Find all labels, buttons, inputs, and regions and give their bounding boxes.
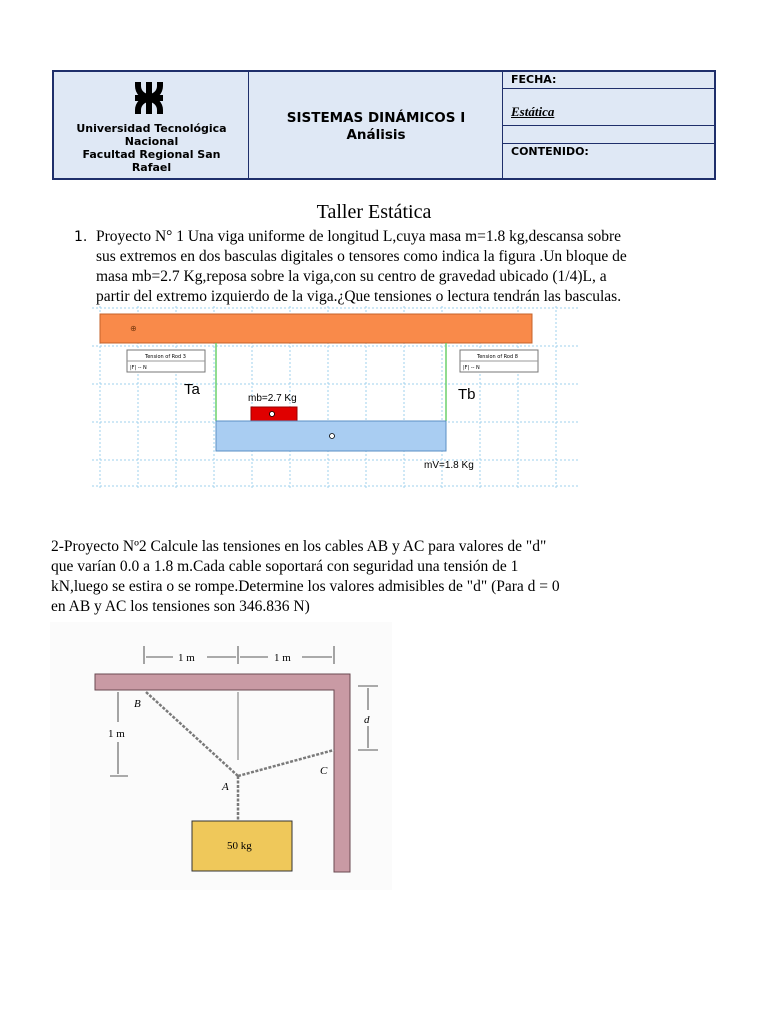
label-c: C <box>320 765 328 777</box>
empty-row <box>503 126 714 144</box>
course-subtitle: Análisis <box>346 127 406 143</box>
fecha-label: FECHA: <box>511 73 557 86</box>
figure1-beam-diagram <box>92 306 578 490</box>
top-beam <box>100 314 532 343</box>
sensor-left <box>127 350 205 372</box>
course-title: SISTEMAS DINÁMICOS I <box>286 110 466 126</box>
figure2-cable-diagram <box>50 622 392 890</box>
svg-text:⊕: ⊕ <box>130 324 137 333</box>
university-name: Universidad Tecnológica Nacional Facultad Regional San Rafael <box>76 122 227 174</box>
dim-vertical: 1 m <box>108 728 125 740</box>
header-table <box>52 70 716 180</box>
item2-paragraph: 2-Proyecto Nº2 Calcule las tensiones en los cables AB y AC para valores de "d" que varían 0.0 a 1.8 m.Cada cable soportará con seguridad una tensión de 1 kN,luego se estira o se rompe.Determine los valores admisibles de "d" (Para d = 0 en AB y AC los tensiones son 346.836 N) <box>51 538 560 615</box>
svg-text:Tension of Rod 8: Tension of Rod 8 <box>477 354 518 360</box>
dim-left: 1 m <box>178 652 195 664</box>
svg-text:Tension of Rod 3: Tension of Rod 3 <box>145 354 186 360</box>
contenido-label: CONTENIDO: <box>511 145 589 158</box>
label-tb: Tb <box>458 386 476 403</box>
fecha-row <box>503 72 714 89</box>
label-d: d <box>364 714 370 726</box>
header-title-cell <box>249 72 503 178</box>
fecha-value-row <box>503 89 714 126</box>
document-title: Taller Estática <box>316 201 432 223</box>
label-ta: Ta <box>184 381 200 398</box>
svg-text:|F| -- N: |F| -- N <box>463 365 480 371</box>
mass-label: 50 kg <box>227 840 252 852</box>
header-info-cell <box>503 72 714 178</box>
contenido-row <box>503 144 714 178</box>
item1-paragraph: Proyecto N° 1 Una viga uniforme de longitud L,cuya masa m=1.8 kg,descansa sobre sus extremos en dos basculas digitales o tensores como indica la figura .Un bloque de masa mb=2.7 Kg,reposa sobre la viga,con su centro de gravedad ubicado (1/4)L, a partir del extremo izquierdo de la viga.¿Que tensiones o lectura tendrán las basculas. <box>96 228 627 305</box>
label-mv: mV=1.8 Kg <box>424 460 474 471</box>
fecha-value: Estática <box>511 104 555 119</box>
svg-text:|F| -- N: |F| -- N <box>130 365 147 371</box>
header-logo-cell <box>54 72 249 178</box>
utn-logo-icon <box>131 80 167 116</box>
sensor-right <box>460 350 538 372</box>
dim-right: 1 m <box>274 652 291 664</box>
label-mb: mb=2.7 Kg <box>248 393 297 404</box>
label-a: A <box>222 781 229 793</box>
label-b: B <box>134 698 141 710</box>
item1-number: 1. <box>74 229 88 245</box>
